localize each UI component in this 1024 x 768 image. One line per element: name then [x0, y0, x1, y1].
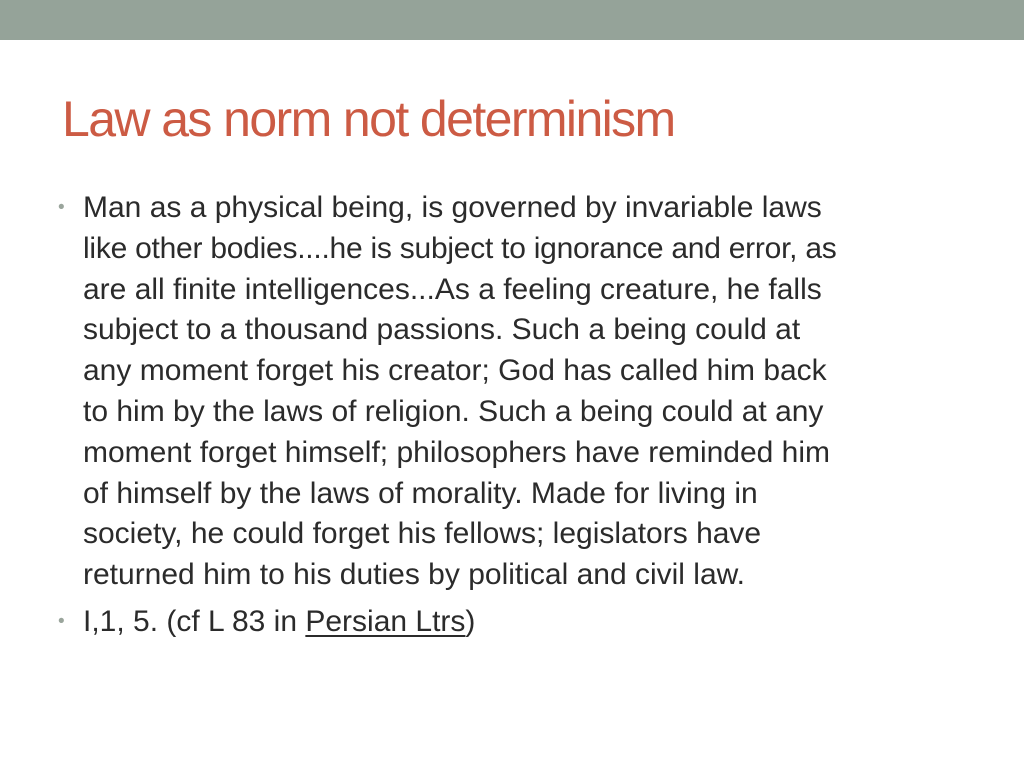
slide-title: Law as norm not determinism [62, 91, 675, 147]
bullet-citation [58, 602, 968, 643]
bullet-marker-icon: • [58, 610, 65, 632]
quote-line-2: like other bodies....he is subject to ignorance and error, as [83, 231, 837, 265]
citation-suffix: ) [465, 604, 476, 638]
quote-line-3: are all finite intelligences...As a feeling creature, he falls [83, 272, 822, 306]
quote-line-5: any moment forget his creator; God has called him back [83, 354, 827, 388]
quote-line-7: moment forget himself; philosophers have reminded him [83, 435, 831, 469]
quote-line-4: subject to a thousand passions. Such a being could at [83, 313, 801, 347]
quote-line-10: returned him to his duties by political and civil law. [83, 558, 745, 592]
bullet-quote [58, 188, 968, 596]
quote-line-1: Man as a physical being, is governed by invariable laws [83, 191, 822, 224]
citation-prefix: I,1, 5. (cf L 83 in [83, 604, 306, 638]
quote-line-9: society, he could forget his fellows; legislators have [83, 517, 762, 551]
bullet-list [58, 188, 968, 643]
quote-line-6: to him by the laws of religion. Such a being could at any [83, 394, 824, 428]
bullet-marker-icon: • [58, 197, 65, 218]
persian-letters-link[interactable]: Persian Ltrs [305, 604, 466, 638]
citation-line [83, 602, 968, 643]
quote-line-8: of himself by the laws of morality. Made for living in [83, 476, 758, 510]
top-accent-bar [0, 0, 1024, 40]
